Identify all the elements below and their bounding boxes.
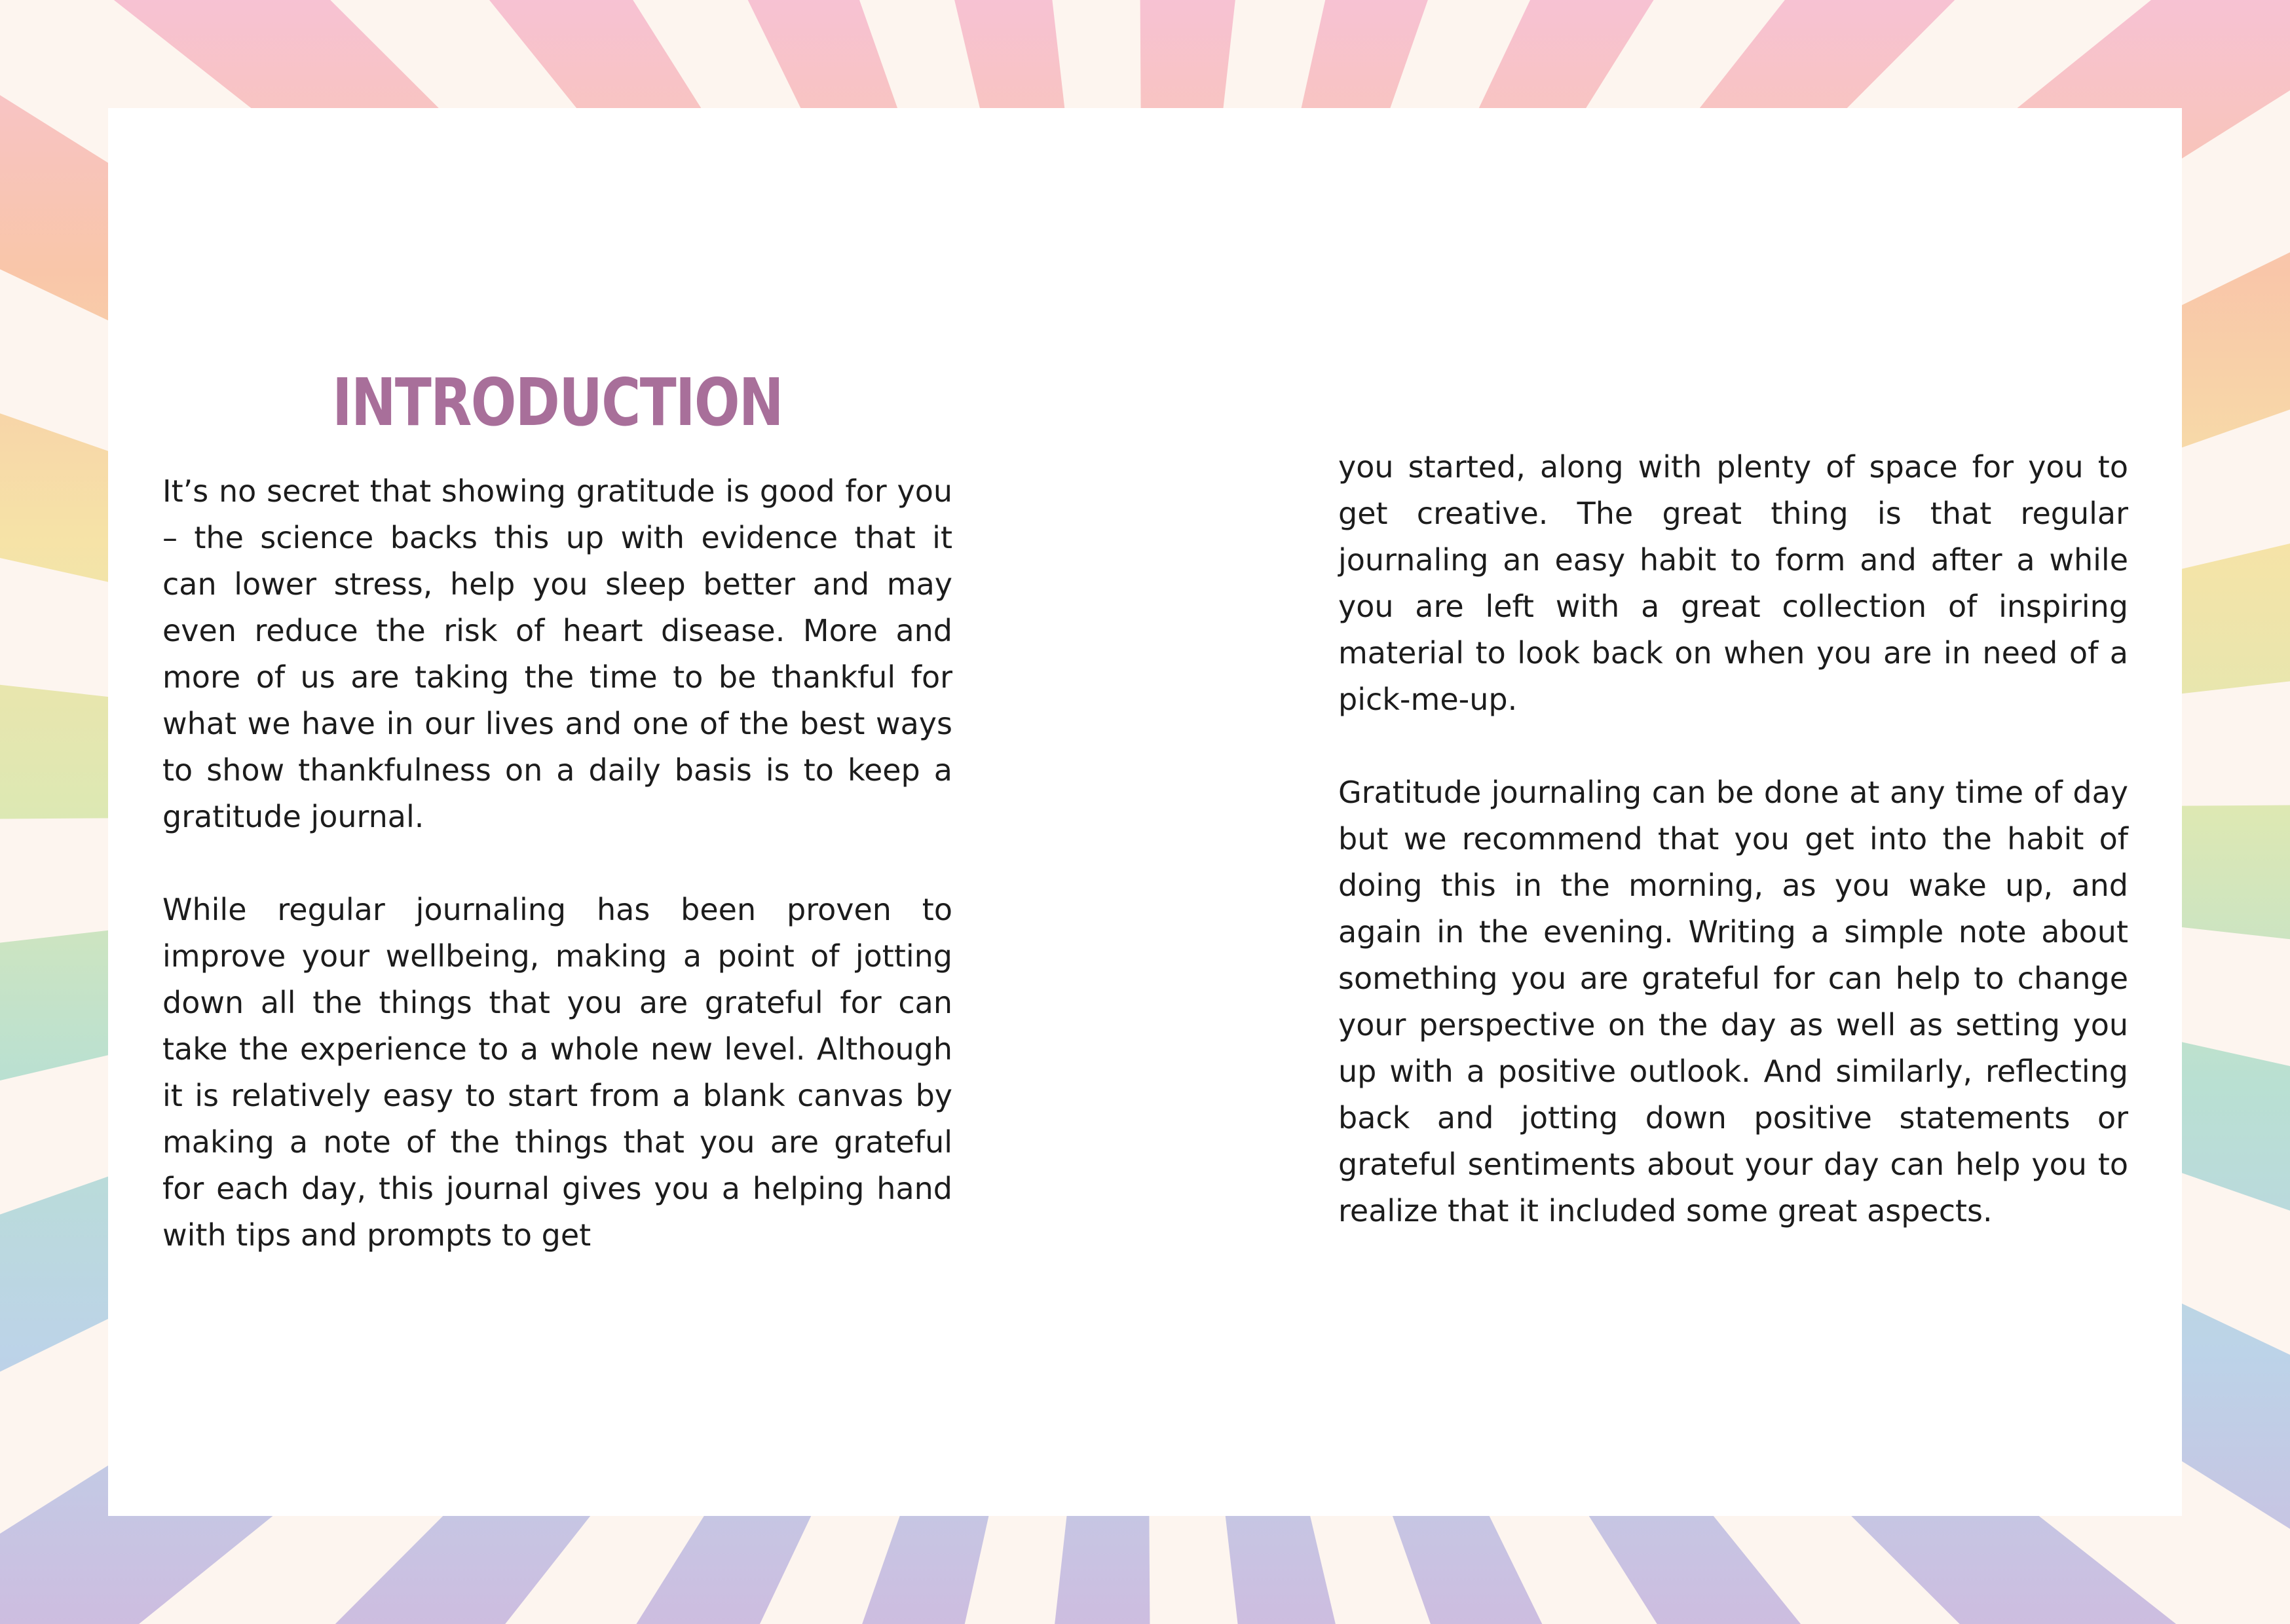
left-text-column [162,468,952,1259]
page-title: INTRODUCTION [332,364,783,441]
intro-paragraph-1: It’s no secret that showing gratitude is good for you – the science backs this up with evidence that it can lower stress, help you sleep better and may even reduce the risk of heart disease. More and more of us are taking the time to be thankful for what we have in our lives and one of the best ways to show thankfulness on a daily basis is to keep a gratitude journal. [162,473,952,834]
content-card [108,108,2182,1516]
intro-paragraph-3: you started, along with plenty of space for you to get creative. The great thing is that regular journaling an easy habit to form and after a while you are left with a great collection of inspiring material to look back on when you are in need of a pick-me-up. [1338,449,2128,717]
right-text-column [1338,444,2128,1234]
intro-paragraph-4: Gratitude journaling can be done at any time of day but we recommend that you get into the habit of doing this in the morning, as you wake up, and again in the evening. Writing a simple note about something you are grateful for can help to change your perspective on the day as well as setting you up with a positive outlook. And similarly, reflecting back and jotting down positive statements or grateful sentiments about your day can help you to realize that it included some great aspects. [1338,775,2128,1228]
intro-paragraph-2: While regular journaling has been proven to improve your wellbeing, making a point of jotting down all the things that you are grateful for can take the experience to a whole new level. Although it is relatively easy to start from a blank canvas by making a note of the things that you are grateful for each day, this journal gives you a helping hand with tips and prompts to get [162,892,952,1253]
